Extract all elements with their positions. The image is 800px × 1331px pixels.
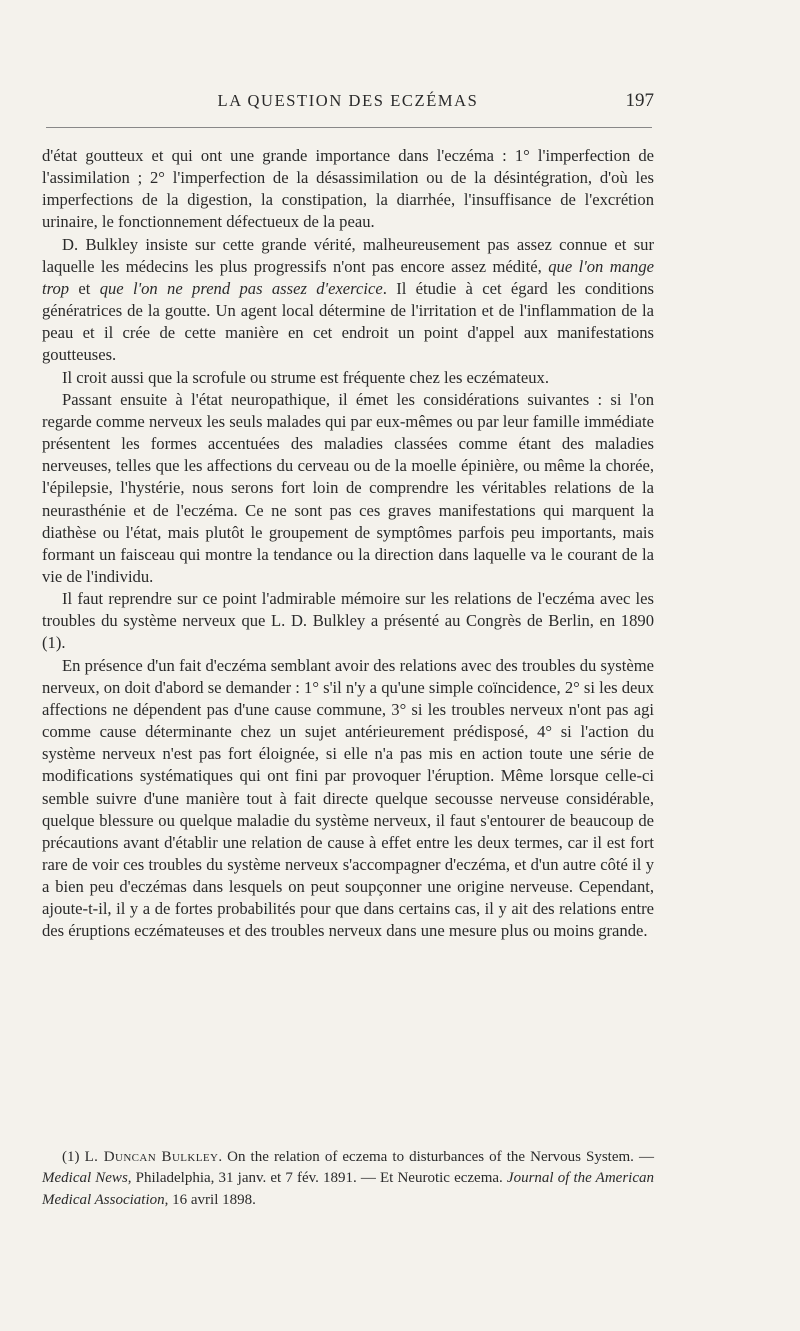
paragraph: Il faut reprendre sur ce point l'admirable mémoire sur les relations de l'eczéma avec les troubles du système nerveux que L. D. Bulkley a présenté au Congrès de Berlin, en 1890 (1). — [42, 589, 654, 653]
italic-quote: que l'on ne prend pas assez d'exercice — [99, 278, 383, 298]
paragraph: En présence d'un fait d'eczéma semblant avoir des relations avec des troubles du système nerveux, on doit d'abord se demander : 1° s'il n'y a qu'une simple coïncidence, 2° si les deux affections ne dépendent pas d'une cause commune, 3° si les troubles nerveux n'ont pas agi comme cause déterminante chez un sujet antérieurement prédisposé, 4° si l'action du système nerveux n'est pas fort éloignée, si elle n'a pas mis en action toute une série de modifications systématiques qui ont fini par provoquer l'éruption. Même lorsque celle-ci semble suivre d'une manière tout à fait directe quelque secousse nerveuse considérable, quelque blessure ou quelque maladie du système nerveux, il faut s'entourer de beaucoup de précautions avant d'établir une relation de cause à effet entre les deux termes, car il est fort rare de voir ces troubles du système nerveux s'accompagner d'eczéma, et d'un autre côté il y a bien peu d'eczémas dans lesquels on peut soupçonner une origine nerveuse. Cependant, ajoute-t-il, il y a de fortes probabilités pour que dans certains cas, il y ait des relations entre des éruptions eczémateuses et des troubles nerveux dans une mesure plus ou moins grande. — [42, 655, 654, 941]
footnote — [42, 1147, 654, 1211]
running-title: LA QUESTION DES ECZÉMAS — [217, 91, 479, 110]
text-run: , Philadelphia, 31 janv. et 7 fév. 1891. — Et Neurotic eczema. — [127, 1170, 507, 1187]
footnote-text — [42, 1147, 654, 1211]
footnote-author: L. Duncan Bulkley — [84, 1149, 219, 1165]
text-run: . Il étudie à cet égard les conditions génératrices de la goutte. Un agent local détermine de l'irritation et de l'inflammation de la peau et il crée de cette manière en cet endroit un point d'appel aux manifestations goutteuses. — [42, 278, 654, 365]
page-number: 197 — [625, 90, 654, 111]
header-rule — [46, 127, 652, 128]
paragraph: Il croit aussi que la scrofule ou strume est fréquente chez les eczémateux. — [62, 367, 550, 387]
text-run: D. Bulkley insiste sur cette grande vérité, malheureusement pas assez connue et sur laquelle les médecins les plus progressifs n'ont pas encore assez médité, — [42, 234, 654, 276]
journal-title: Medical News — [42, 1170, 128, 1187]
italic-quote: que l'on mange trop — [42, 256, 654, 298]
text-run: et — [69, 278, 100, 298]
journal-title: Journal of the American Medical Association — [42, 1170, 655, 1208]
paragraph — [42, 234, 654, 367]
page-header — [42, 86, 654, 116]
text-run: . On the relation of eczema to disturbances of the Nervous System. — — [218, 1149, 654, 1165]
paragraph: Passant ensuite à l'état neuropathique, il émet les considérations suivantes : si l'on regarde comme nerveux les seuls malades qui par eux-mêmes ou par leur famille immédiate présentent les formes accentuées des maladies classées comme étant des maladies nerveuses, telles que les affections du cerveau ou de la moelle épinière, ou même la chorée, l'épilepsie, l'hystérie, nous serons fort loin de comprendre les véritables relations de la neurasthénie et de l'eczéma. Ce ne sont pas ces graves manifestations qui marquent la diathèse ou l'état, mais plutôt le groupement de symptômes parfois peu importants, mais formant un faisceau qui montre la tendance ou la direction dans laquelle va le courant de la vie de l'individu. — [42, 389, 654, 586]
footnote-marker: (1) — [62, 1149, 85, 1165]
paragraph: d'état goutteux et qui ont une grande importance dans l'eczéma : 1° l'imperfection de l'assimilation ; 2° l'imperfection de la désassimilation ou de la désintégration, d'où les imperfections de la digestion, la constipation, la diarrhée, l'insuffisance de l'excrétion urinaire, le fonctionnement défectueux de la peau. — [42, 146, 654, 232]
body-text — [42, 145, 654, 943]
text-run: , 16 avril 1898. — [164, 1191, 256, 1208]
